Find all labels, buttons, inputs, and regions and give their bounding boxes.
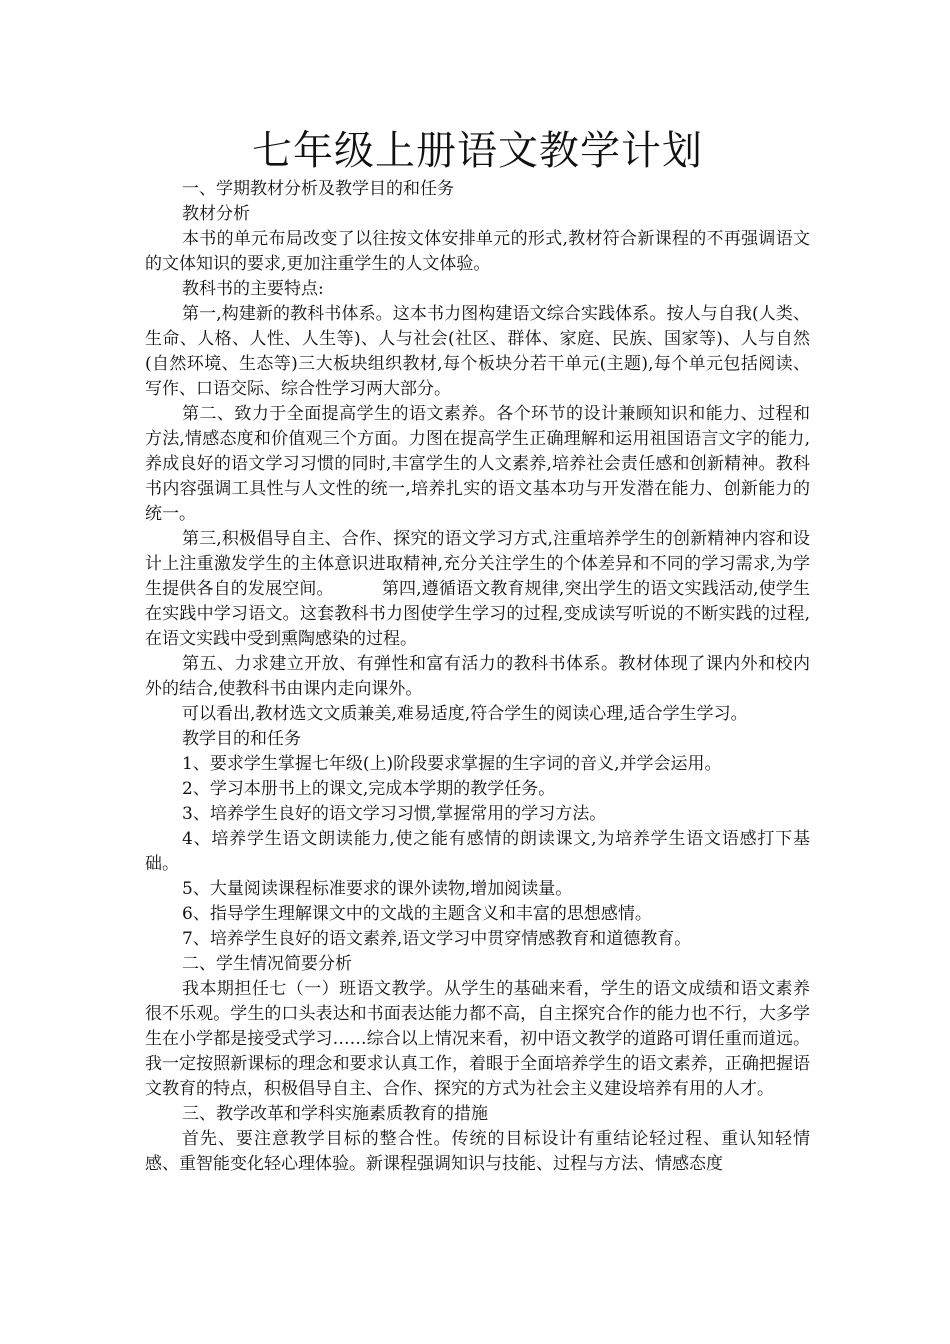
paragraph-feature-1: 第一,构建新的教科书体系。这本书力图构建语文综合实践体系。按人与自我(人类、生命、人格、人性、人生等)、人与社会(社区、群体、家庭、民族、国家等)、人与自然(自然环境、生态等)三大板块组织教材,每个板块分若干单元(主题),每个单元包括阅读、写作、口语交际、综合性学习两大部分。: [145, 304, 810, 399]
section-heading-2: 二、学生情况简要分析: [182, 954, 352, 974]
subheading-goals-tasks: 教学目的和任务: [182, 729, 301, 749]
feature-4-text: 第四,遵循语文教育规律,突出学生的语文实践活动,使学生在实践中学习语文。这套教科书力图使学生学习的过程,变成读写听说的不断实践的过程,在语文实践中受到熏陶感染的过程。: [145, 579, 811, 649]
section-heading-1: 一、学期教材分析及教学目的和任务: [182, 179, 454, 199]
goal-item-5: 5、大量阅读课程标准要求的课外读物,增加阅读量。: [182, 879, 573, 899]
goal-item-2: 2、学习本册书上的课文,完成本学期的教学任务。: [182, 779, 556, 799]
feature-3-text: 第三,积极倡导自主、合作、探究的语文学习方式,注重培养学生的创新精神内容和设计上注重激发学生的主体意识进取精神,充分关注学生的个体差异和不同的学习需求,为学生提供各自的发展空间。: [145, 529, 810, 599]
subheading-textbook-features: 教科书的主要特点:: [182, 279, 324, 299]
subheading-textbook-analysis: 教材分析: [182, 204, 250, 224]
document-title: 七年级上册语文教学计划: [252, 128, 703, 174]
goal-item-4: 4、培养学生语文朗读能力,使之能有感情的朗读课文,为培养学生语文语感打下基础。: [145, 829, 810, 874]
section-heading-3: 三、教学改革和学科实施素质教育的措施: [182, 1104, 488, 1124]
goal-item-1: 1、要求学生掌握七年级(上)阶段要求掌握的生字词的音义,并学会运用。: [182, 754, 722, 774]
paragraph-feature-5: 第五、力求建立开放、有弹性和富有活力的教科书体系。教材体现了课内外和校内外的结合,使教科书由课内走向课外。: [145, 654, 810, 699]
paragraph-summary: 可以看出,教材选文文质兼美,难易适度,符合学生的阅读心理,适合学生学习。: [182, 704, 748, 724]
paragraph-feature-2: 第二、致力于全面提高学生的语文素养。各个环节的设计兼顾知识和能力、过程和方法,情感态度和价值观三个方面。力图在提高学生正确理解和运用祖国语言文字的能力,养成良好的语文学习习惯的同时,丰富学生的人文素养,培养社会责任感和创新精神。教科书内容强调工具性与人文性的统一,培养扎实的语文基本功与开发潜在能力、创新能力的统一。: [145, 404, 810, 524]
goal-item-6: 6、指导学生理解课文中的文战的主题含义和丰富的思想感情。: [182, 904, 652, 924]
paragraph-unit-layout: 本书的单元布局改变了以往按文体安排单元的形式,教材符合新课程的不再强调语文的文体知识的要求,更加注重学生的人文体验。: [145, 229, 810, 274]
paragraph-feature-3-4: [145, 527, 810, 652]
paragraph-measures: 首先、要注意教学目标的整合性。传统的目标设计有重结论轻过程、重认知轻情感、重智能变化轻心理体验。新课程强调知识与技能、过程与方法、情感态度: [145, 1129, 810, 1174]
goal-item-3: 3、培养学生良好的语文学习习惯,掌握常用的学习方法。: [182, 804, 607, 824]
document-page: [145, 125, 810, 1177]
goal-item-7: 7、培养学生良好的语文素养,语文学习中贯穿情感教育和道德教育。: [182, 929, 692, 949]
paragraph-student-analysis: 我本期担任七（一）班语文教学。从学生的基础来看，学生的语文成绩和语文素养很不乐观。学生的口头表达和书面表达能力都不高，自主探究合作的能力也不行，大多学生在小学都是接受式学习……综合以上情况来看，初中语文教学的道路可谓任重而道远。我一定按照新课标的理念和要求认真工作，着眼于全面培养学生的语文素养，正确把握语文教育的特点，积极倡导自主、合作、探究的方式为社会主义建设培养有用的人才。: [145, 979, 810, 1099]
